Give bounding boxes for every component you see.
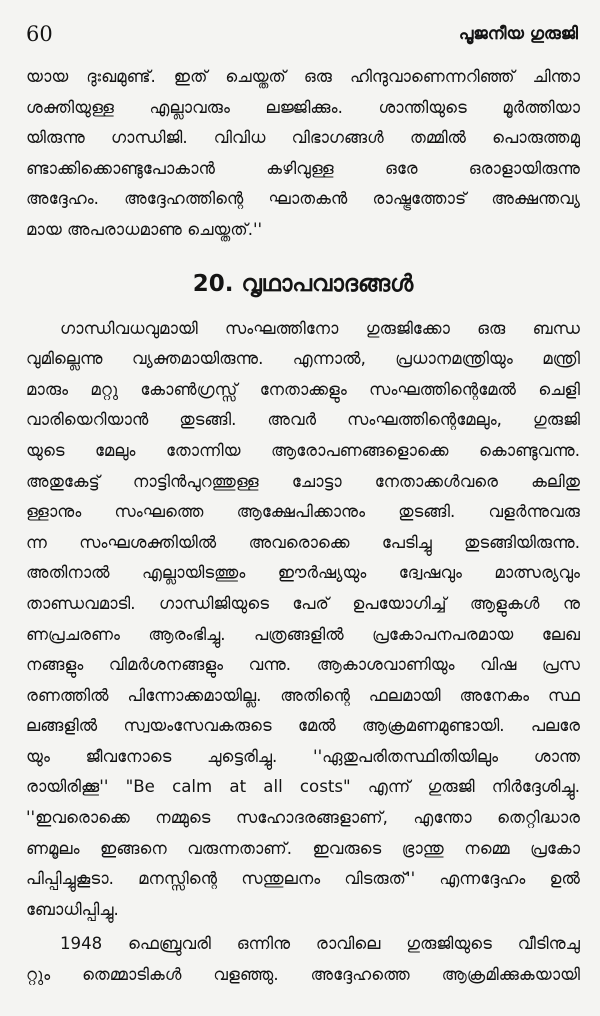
page-number: 60 (26, 22, 53, 46)
text-line: ശക്തിയുള്ള എല്ലാവരും ലജ്ജിക്കും. ശാന്തിയുടെ മൂർത്തിയാ (26, 97, 580, 117)
text-line: വാരിയെറിയാൻ തുടങ്ങി. അവർ സംഘത്തിന്റെമേലും, ഗുരുജി (26, 410, 580, 430)
text-line: യുടെ മേലും തോന്നിയ ആരോപണങ്ങളൊക്കെ കൊണ്ടുവന്നു. (26, 440, 580, 460)
text-line: യും ജീവനോടെ ചുട്ടെരിച്ചു. ''ഏതുപരിതസ്ഥിതിയിലും ശാന്ത (26, 746, 580, 766)
page-body (26, 62, 580, 991)
text-line: യിരുന്നു ഗാന്ധിജി. വിവിധ വിഭാഗങ്ങൾ തമ്മിൽ പൊരുത്തമു (26, 128, 580, 148)
text-line: ന്ന സംഘശക്തിയിൽ അവരൊക്കെ പേടിച്ചു തുടങ്ങിയിരുന്നു. (26, 532, 580, 552)
text-line: ള്ളാനും സംഘത്തെ ആക്ഷേപിക്കാനും തുടങ്ങി. വളർന്നുവരു (26, 502, 580, 522)
text-line: അതുകേട്ട് നാട്ടിൻപുറത്തുള്ള ചോട്ടാ നേതാക്കൾവരെ കലിതു (26, 471, 580, 491)
text-line: ''ഇവരൊക്കെ നമ്മുടെ സഹോദരങ്ങളാണ്, എന്തോ തെറ്റിദ്ധാര (26, 808, 580, 828)
text-line: റ്റും തെമ്മാടികൾ വളഞ്ഞു. അദ്ദേഹത്തെ ആക്രമിക്കുകയായി (26, 965, 580, 985)
text-line: അതിനാൽ എല്ലായിടത്തും ഈർഷ്യയും ദ്വേഷവും മാത്സര്യവും (26, 563, 580, 583)
text-line: ലങ്ങളിൽ സ്വയംസേവകരുടെ മേൽ ആക്രമണമുണ്ടായി. പലരേ (26, 716, 580, 736)
text-line: നങ്ങളും വിമർശനങ്ങളും വന്നു. ആകാശവാണിയും വിഷ പ്രസ (26, 655, 580, 675)
text-line: മാരും മറ്റു കോൺഗ്രസ്സ് നേതാക്കളും സംഘത്തിന്റെമേൽ ചെളി (26, 379, 580, 399)
text-line: പിപ്പിച്ചുകൂടാ. മനസ്സിന്റെ സന്തുലനം വിടരുത്'' എന്നദ്ദേഹം ഉൽ (26, 869, 580, 889)
paragraph-1 (26, 314, 580, 926)
text-line: വുമില്ലെന്നു വ്യക്തമായിരുന്നു. എന്നാൽ, പ്രധാനമന്ത്രിയും മന്ത്രി (26, 349, 580, 369)
text-line: മായ അപരാധമാണു ചെയ്തത്.'' (26, 219, 263, 239)
text-line: ണമൂലം ഇങ്ങനെ വരുന്നതാണ്. ഇവരുടെ ഭ്രാന്തു നമ്മെ പ്രകോ (26, 838, 580, 858)
page-header (26, 22, 578, 52)
text-line: ബോധിപ്പിച്ചു. (26, 899, 119, 919)
intro-paragraph (26, 62, 580, 246)
text-line: യായ ദുഃഖമുണ്ട്. ഇത് ചെയ്തത് ഒരു ഹിന്ദുവാണെന്നറിഞ്ഞ് ചിന്താ (26, 67, 580, 86)
chapter-title: 20. വൃഥാപവാദങ്ങൾ (192, 270, 414, 297)
running-title: പൂജനീയ ഗുരുജി (458, 24, 578, 44)
text-line: രണത്തിൽ പിന്നോക്കമായില്ല. അതിന്റെ ഫലമായി അനേകം സ്ഥ (26, 685, 580, 705)
paragraph-2 (26, 929, 580, 990)
text-line: ണ്ടാക്കിക്കൊണ്ടുപോകാൻ കഴിവുള്ള ഒരേ ഒരാളായിരുന്നു (26, 158, 580, 178)
text-line: ഗാന്ധിവധവുമായി സംഘത്തിനോ ഗുരുജിക്കോ ഒരു ബന്ധ (60, 318, 580, 338)
text-line: ണപ്രചരണം ആരംഭിച്ചു. പത്രങ്ങളിൽ പ്രകോപനപരമായ ലേഖ (26, 624, 580, 644)
text-line: രായിരിക്കൂ'' "Be calm at all costs" എന്ന് ഗുരുജി നിർദ്ദേശിച്ചു. (26, 777, 580, 797)
text-line: അദ്ദേഹം. അദ്ദേഹത്തിന്റെ ഘാതകൻ രാഷ്ട്രത്തോട് അക്ഷന്തവ്യ (26, 189, 580, 209)
text-line: 1948 ഫെബ്രുവരി ഒന്നിനു രാവിലെ ഗുരുജിയുടെ വീടിനുചു (60, 934, 580, 954)
text-line: താണ്ഡവമാടി. ഗാന്ധിജിയുടെ പേര് ഉപയോഗിച്ച് ആളുകൾ നു (26, 593, 580, 613)
